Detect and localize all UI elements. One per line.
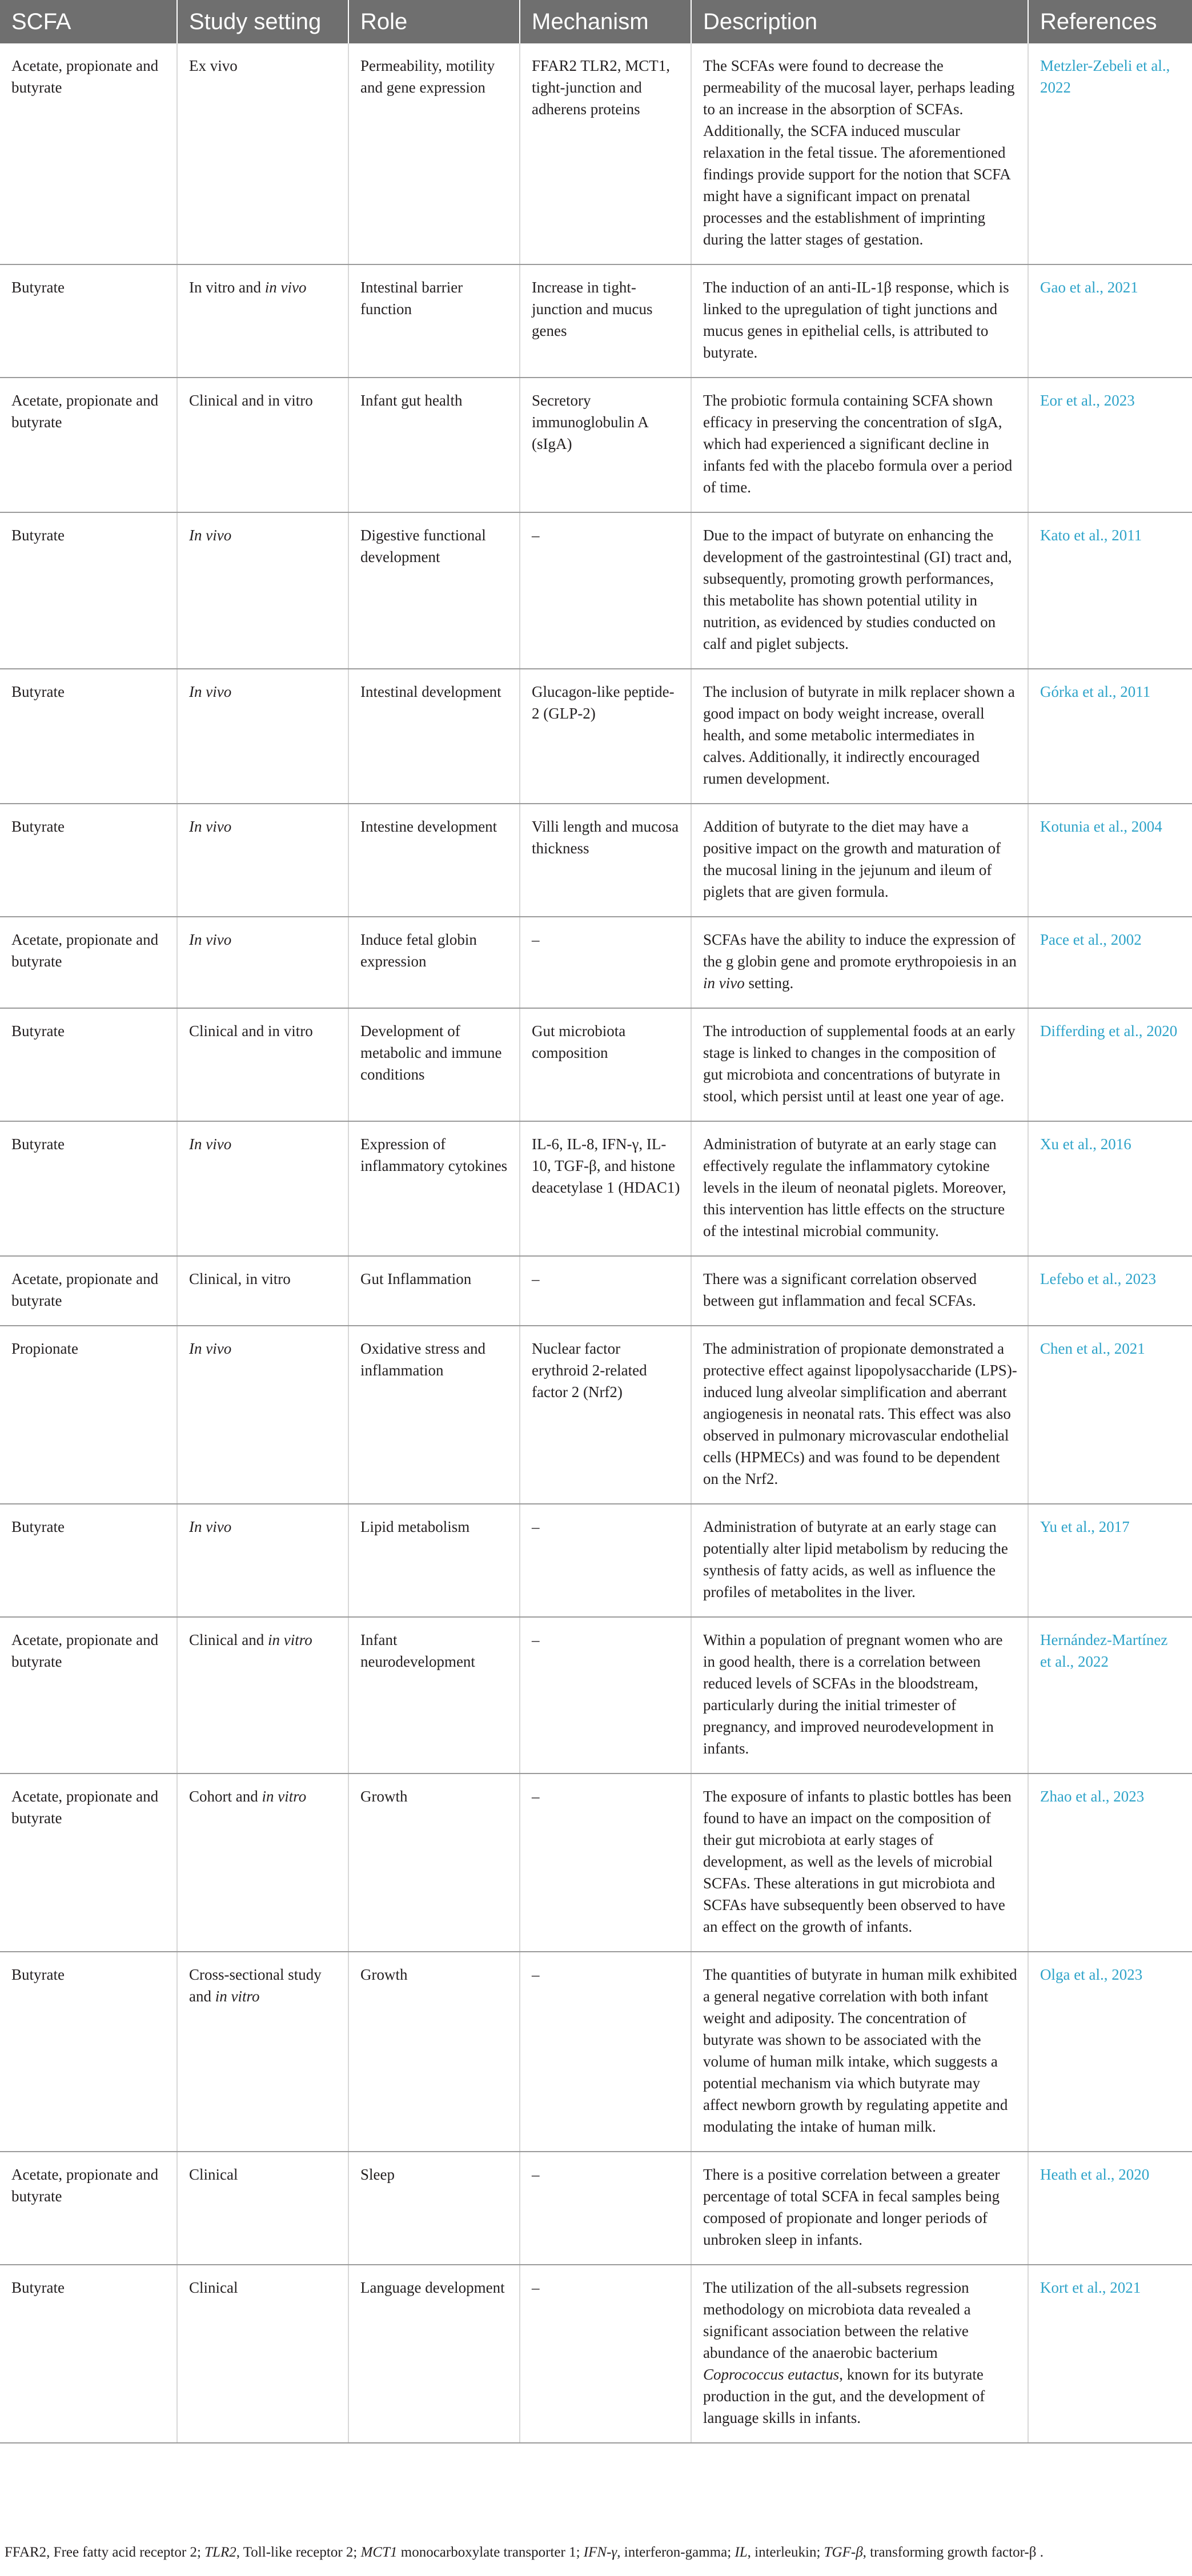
footnote-part: , interleukin;	[747, 2545, 824, 2560]
cell-scfa: Acetate, propionate and butyrate	[0, 1617, 177, 1773]
cell-mechanism: –	[520, 2265, 691, 2443]
cell-role: Growth	[348, 1952, 520, 2152]
cell-study-setting: In vivo	[177, 917, 348, 1008]
cell-mechanism: Gut microbiota composition	[520, 1008, 691, 1121]
cell-scfa: Acetate, propionate and butyrate	[0, 1773, 177, 1952]
table-body	[0, 43, 1192, 2443]
table-row	[0, 669, 1192, 804]
cell-description: The probiotic formula containing SCFA shown efficacy in preserving the concentration of sIgA, which had experienced a significant decline in infants fed with the placebo formula over a period of time.	[691, 378, 1028, 512]
cell-reference-link[interactable]: Kort et al., 2021	[1028, 2265, 1192, 2443]
table-row	[0, 1008, 1192, 1121]
cell-mechanism: IL-6, IL-8, IFN-γ, IL-10, TGF-β, and histone deacetylase 1 (HDAC1)	[520, 1121, 691, 1256]
cell-mechanism: Secretory immunoglobulin A (sIgA)	[520, 378, 691, 512]
footnote-abbr: IFN-γ	[583, 2545, 617, 2560]
table-row	[0, 2152, 1192, 2265]
cell-role: Lipid metabolism	[348, 1504, 520, 1617]
cell-description: The SCFAs were found to decrease the permeability of the mucosal layer, perhaps leading to an increase in the absorption of SCFAs. Additionally, the SCFA induced muscular relaxation in the fetal tissue. The aforementioned findings provide support for the notion that SCFA might have a significant impact on prenatal processes and the establishment of imprinting during the latter stages of gestation.	[691, 43, 1028, 264]
cell-study-setting: Clinical, in vitro	[177, 1256, 348, 1326]
cell-scfa: Butyrate	[0, 264, 177, 378]
cell-description: The exposure of infants to plastic bottles has been found to have an impact on the composition of their gut microbiota at early stages of development, as well as the levels of microbial SCFAs. These alterations in gut microbiota and SCFAs have subsequently been observed to have an effect on the growth of infants.	[691, 1773, 1028, 1952]
cell-scfa: Butyrate	[0, 1121, 177, 1256]
table-row	[0, 804, 1192, 917]
cell-role: Infant gut health	[348, 378, 520, 512]
cell-reference-link[interactable]: Kotunia et al., 2004	[1028, 804, 1192, 917]
cell-reference-link[interactable]: Zhao et al., 2023	[1028, 1773, 1192, 1952]
cell-reference-link[interactable]: Górka et al., 2011	[1028, 669, 1192, 804]
cell-description: There is a positive correlation between a greater percentage of total SCFA in fecal samples being composed of propionate and longer periods of unbroken sleep in infants.	[691, 2152, 1028, 2265]
cell-reference-link[interactable]: Metzler-Zebeli et al., 2022	[1028, 43, 1192, 264]
cell-reference-link[interactable]: Chen et al., 2021	[1028, 1326, 1192, 1504]
cell-reference-link[interactable]: Lefebo et al., 2023	[1028, 1256, 1192, 1326]
table-row	[0, 1256, 1192, 1326]
cell-role: Growth	[348, 1773, 520, 1952]
cell-study-setting: In vivo	[177, 1326, 348, 1504]
footnote-abbr: IL	[735, 2545, 748, 2560]
table-row	[0, 264, 1192, 378]
cell-study-setting: Cohort and in vitro	[177, 1773, 348, 1952]
footnote-abbr: TLR2	[204, 2545, 236, 2560]
cell-scfa: Acetate, propionate and butyrate	[0, 917, 177, 1008]
cell-description: There was a significant correlation observed between gut inflammation and fecal SCFAs.	[691, 1256, 1028, 1326]
footnote-part: , Toll-like receptor 2;	[236, 2545, 361, 2560]
cell-mechanism: FFAR2 TLR2, MCT1, tight-junction and adherens proteins	[520, 43, 691, 264]
cell-study-setting: Clinical and in vitro	[177, 1617, 348, 1773]
cell-scfa: Butyrate	[0, 1504, 177, 1617]
cell-study-setting: In vivo	[177, 669, 348, 804]
cell-reference-link[interactable]: Differding et al., 2020	[1028, 1008, 1192, 1121]
cell-role: Intestinal barrier function	[348, 264, 520, 378]
table-row	[0, 1617, 1192, 1773]
cell-study-setting: In vivo	[177, 804, 348, 917]
cell-scfa: Butyrate	[0, 1952, 177, 2152]
cell-reference-link[interactable]: Pace et al., 2002	[1028, 917, 1192, 1008]
footnote-abbr: MCT1	[360, 2545, 398, 2560]
cell-mechanism: –	[520, 1952, 691, 2152]
cell-study-setting: Clinical	[177, 2265, 348, 2443]
cell-scfa: Acetate, propionate and butyrate	[0, 378, 177, 512]
cell-mechanism: Nuclear factor erythroid 2-related factor 2 (Nrf2)	[520, 1326, 691, 1504]
cell-mechanism: –	[520, 917, 691, 1008]
cell-mechanism: –	[520, 1504, 691, 1617]
cell-description: Addition of butyrate to the diet may have a positive impact on the growth and maturation of the mucosal lining in the jejunum and ileum of piglets that are given formula.	[691, 804, 1028, 917]
cell-scfa: Acetate, propionate and butyrate	[0, 43, 177, 264]
cell-study-setting: In vitro and in vivo	[177, 264, 348, 378]
cell-scfa: Butyrate	[0, 2265, 177, 2443]
cell-reference-link[interactable]: Yu et al., 2017	[1028, 1504, 1192, 1617]
cell-role: Gut Inflammation	[348, 1256, 520, 1326]
cell-scfa: Butyrate	[0, 804, 177, 917]
cell-scfa: Acetate, propionate and butyrate	[0, 2152, 177, 2265]
cell-description: The induction of an anti-IL-1β response, which is linked to the upregulation of tight junctions and mucus genes in epithelial cells, is attributed to butyrate.	[691, 264, 1028, 378]
header-mechanism: Mechanism	[520, 0, 691, 43]
cell-mechanism: –	[520, 1617, 691, 1773]
cell-study-setting: Clinical and in vitro	[177, 378, 348, 512]
cell-scfa: Acetate, propionate and butyrate	[0, 1256, 177, 1326]
cell-description: The inclusion of butyrate in milk replacer shown a good impact on body weight increase, overall health, and some metabolic intermediates in calves. Additionally, it indirectly encouraged rumen development.	[691, 669, 1028, 804]
cell-role: Infant neurodevelopment	[348, 1617, 520, 1773]
header-role: Role	[348, 0, 520, 43]
cell-scfa: Butyrate	[0, 512, 177, 669]
cell-reference-link[interactable]: Eor et al., 2023	[1028, 378, 1192, 512]
cell-study-setting: In vivo	[177, 512, 348, 669]
footnote-part: , interferon-gamma;	[617, 2545, 735, 2560]
cell-role: Intestine development	[348, 804, 520, 917]
cell-study-setting: Clinical and in vitro	[177, 1008, 348, 1121]
cell-scfa: Butyrate	[0, 669, 177, 804]
table-row	[0, 1952, 1192, 2152]
cell-role: Expression of inflammatory cytokines	[348, 1121, 520, 1256]
footnote-abbr: TGF-β	[824, 2545, 863, 2560]
header-references: References	[1028, 0, 1192, 43]
cell-study-setting: Cross-sectional study and in vitro	[177, 1952, 348, 2152]
cell-scfa: Propionate	[0, 1326, 177, 1504]
table-header	[0, 0, 1192, 43]
cell-study-setting: Ex vivo	[177, 43, 348, 264]
cell-reference-link[interactable]: Heath et al., 2020	[1028, 2152, 1192, 2265]
cell-role: Induce fetal globin expression	[348, 917, 520, 1008]
cell-reference-link[interactable]: Gao et al., 2021	[1028, 264, 1192, 378]
cell-scfa: Butyrate	[0, 1008, 177, 1121]
footnote-part: monocarboxylate transporter 1;	[397, 2545, 584, 2560]
cell-description: Due to the impact of butyrate on enhancing the development of the gastrointestinal (GI) tract and, subsequently, promoting growth performances, this metabolite has shown potential utility in nutrition, as evidenced by studies conducted on calf and piglet subjects.	[691, 512, 1028, 669]
cell-role: Sleep	[348, 2152, 520, 2265]
table-row	[0, 1504, 1192, 1617]
cell-description: Administration of butyrate at an early stage can effectively regulate the inflammatory cytokine levels in the ileum of neonatal piglets. Moreover, this intervention has little effects on the structure of the intestinal microbial community.	[691, 1121, 1028, 1256]
footnote-part: FFAR2, Free fatty acid receptor 2;	[5, 2545, 205, 2560]
cell-description: The administration of propionate demonstrated a protective effect against lipopolysaccharide (LPS)-induced lung alveolar simplification and aberrant angiogenesis in neonatal rats. This effect was also observed in pulmonary microvascular endothelial cells (HPMECs) and was found to be dependent on the Nrf2.	[691, 1326, 1028, 1504]
cell-reference-link[interactable]: Hernández-Martínez et al., 2022	[1028, 1617, 1192, 1773]
cell-mechanism: Glucagon-like peptide-2 (GLP-2)	[520, 669, 691, 804]
cell-mechanism: –	[520, 1773, 691, 1952]
table-row	[0, 378, 1192, 512]
cell-role: Permeability, motility and gene expression	[348, 43, 520, 264]
table-row	[0, 43, 1192, 264]
cell-mechanism: –	[520, 1256, 691, 1326]
cell-description: The introduction of supplemental foods at an early stage is linked to changes in the composition of gut microbiota and concentrations of butyrate in stool, which persist until at least one year of age.	[691, 1008, 1028, 1121]
cell-mechanism: –	[520, 2152, 691, 2265]
cell-role: Digestive functional development	[348, 512, 520, 669]
header-scfa: SCFA	[0, 0, 177, 43]
cell-reference-link[interactable]: Olga et al., 2023	[1028, 1952, 1192, 2152]
cell-study-setting: In vivo	[177, 1504, 348, 1617]
cell-description: Within a population of pregnant women who are in good health, there is a correlation between reduced levels of SCFAs in the bloodstream, particularly during the initial trimester of pregnancy, and improved neurodevelopment in infants.	[691, 1617, 1028, 1773]
cell-role: Intestinal development	[348, 669, 520, 804]
table-row	[0, 1326, 1192, 1504]
table-row	[0, 917, 1192, 1008]
table-row	[0, 2265, 1192, 2443]
table-footnote	[5, 2543, 1043, 2562]
cell-mechanism: Increase in tight-junction and mucus genes	[520, 264, 691, 378]
cell-reference-link[interactable]: Kato et al., 2011	[1028, 512, 1192, 669]
cell-role: Oxidative stress and inflammation	[348, 1326, 520, 1504]
table-row	[0, 1773, 1192, 1952]
cell-description: SCFAs have the ability to induce the expression of the g globin gene and promote erythropoiesis in an in vivo setting.	[691, 917, 1028, 1008]
cell-description: The utilization of the all-subsets regression methodology on microbiota data revealed a significant association between the relative abundance of the anaerobic bacterium Coprococcus eutactus, known for its butyrate production in the gut, and the development of language skills in infants.	[691, 2265, 1028, 2443]
header-description: Description	[691, 0, 1028, 43]
cell-role: Language development	[348, 2265, 520, 2443]
cell-description: The quantities of butyrate in human milk exhibited a general negative correlation with both infant weight and adiposity. The concentration of butyrate was shown to be associated with the volume of human milk intake, which suggests a potential mechanism via which butyrate may affect newborn growth by regulating appetite and modulating the intake of human milk.	[691, 1952, 1028, 2152]
cell-description: Administration of butyrate at an early stage can potentially alter lipid metabolism by reducing the synthesis of fatty acids, as well as influence the profiles of metabolites in the liver.	[691, 1504, 1028, 1617]
footnote-part: , transforming growth factor-β .	[862, 2545, 1043, 2560]
cell-role: Development of metabolic and immune conditions	[348, 1008, 520, 1121]
cell-reference-link[interactable]: Xu et al., 2016	[1028, 1121, 1192, 1256]
table-row	[0, 1121, 1192, 1256]
cell-mechanism: Villi length and mucosa thickness	[520, 804, 691, 917]
cell-mechanism: –	[520, 512, 691, 669]
header-study-setting: Study setting	[177, 0, 348, 43]
table-row	[0, 512, 1192, 669]
cell-study-setting: Clinical	[177, 2152, 348, 2265]
cell-study-setting: In vivo	[177, 1121, 348, 1256]
